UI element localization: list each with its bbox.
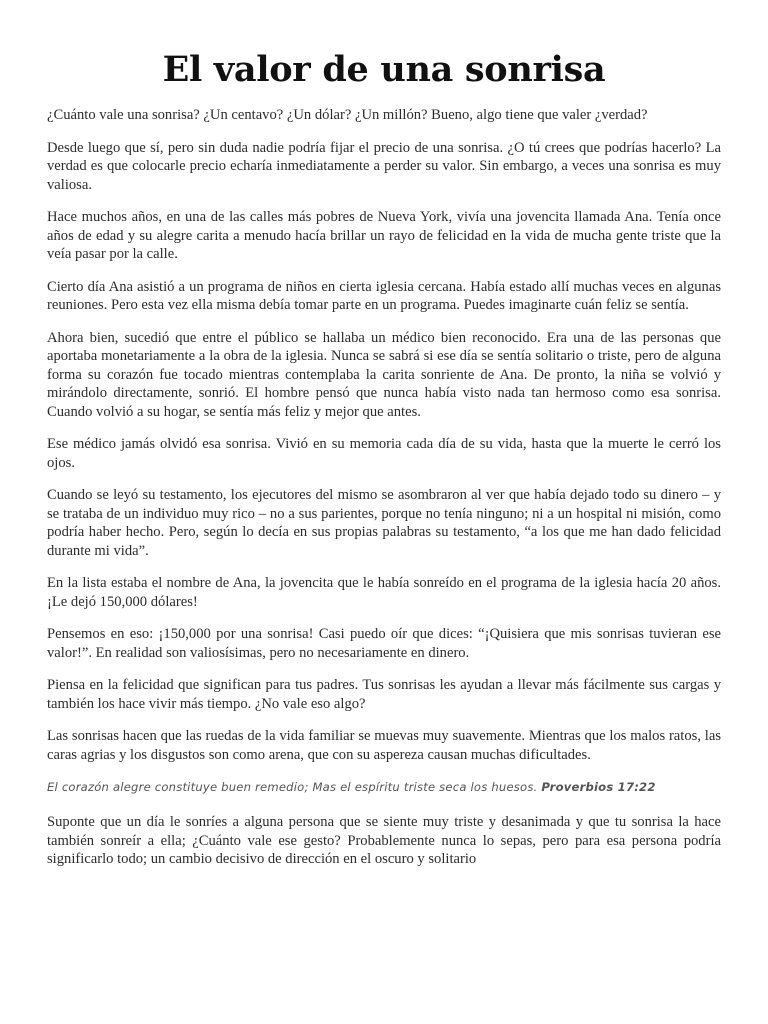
paragraph: Suponte que un día le sonríes a alguna persona que se siente muy triste y desanimada y que tu sonrisa la hace también sonreír a ella; ¿Cuánto vale ese gesto? Probablemente nunca lo sepas, pero para esa persona podría significarlo todo; un cambio decisivo de dirección en el oscuro y solitario (47, 814, 721, 867)
paragraph: Ese médico jamás olvidó esa sonrisa. Vivió en su memoria cada día de su vida, hasta que la muerte le cerró los ojos. (47, 436, 721, 471)
paragraph: Piensa en la felicidad que significan para tus padres. Tus sonrisas les ayudan a llevar más fácilmente sus cargas y también los hace vivir más tiempo. ¿No vale eso algo? (47, 677, 721, 712)
paragraph: Ahora bien, sucedió que entre el público se hallaba un médico bien reconocido. Era una de las personas que aportaba monetariamente a la obra de la iglesia. Nunca se sabrá si ese día se sentía solitario o triste, pero de alguna forma su corazón fue tocado mientras contemplaba la carita sonriente de Ana. De pronto, la niña se volvió y mirándolo directamente, sonrió. El hombre pensó que nunca había visto nada tan hermoso como esa sonrisa. Cuando volvió a su hogar, se sentía más feliz y mejor que antes. (47, 329, 721, 420)
paragraph: Hace muchos años, en una de las calles más pobres de Nueva York, vivía una jovencita llamada Ana. Tenía once años de edad y su alegre carita a menudo hacía brillar un rayo de felicidad en la vida de mucha gente triste que la veía pasar por la calle. (47, 209, 721, 262)
page-title: El valor de una sonrisa (162, 49, 606, 90)
quote-text: El corazón alegre constituye buen remedio; Mas el espíritu triste seca los huesos. (47, 780, 538, 794)
paragraph: Cuando se leyó su testamento, los ejecutores del mismo se asombraron al ver que había dejado todo su dinero – y se trataba de un individuo muy rico – no a sus parientes, porque no tenía ninguno; ni a un hospital ni misión, como podría haber hecho. Pero, según lo decía en sus propias palabras su testamento, “a los que me han dado felicidad durante mi vida”. (47, 487, 721, 559)
paragraph: Cierto día Ana asistió a un programa de niños en cierta iglesia cercana. Había estado allí muchas veces en algunas reuniones. Pero esta vez ella misma debía tomar parte en un programa. Puedes imaginarte cuán feliz se sentía. (47, 278, 721, 313)
document-page (47, 0, 721, 883)
paragraph: Desde luego que sí, pero sin duda nadie podría fijar el precio de una sonrisa. ¿O tú crees que podrías hacerlo? La verdad es que colocarle precio echaría inmediatamente a perder su valor. Sin embargo, a veces una sonrisa es muy valiosa. (47, 139, 721, 193)
paragraph: En la lista estaba el nombre de Ana, la jovencita que le había sonreído en el programa de la iglesia hacía 20 años. ¡Le dejó 150,000 dólares! (47, 575, 721, 610)
document-body (47, 106, 721, 869)
quote-reference: Proverbios 17:22 (541, 780, 656, 794)
paragraph: ¿Cuánto vale una sonrisa? ¿Un centavo? ¿Un dólar? ¿Un millón? Bueno, algo tiene que valer ¿verdad? (47, 107, 648, 123)
bible-quote (47, 778, 721, 797)
paragraph: Pensemos en eso: ¡150,000 por una sonrisa! Casi puedo oír que dices: “¡Quisiera que mis sonrisas tuvieran ese valor!”. En realidad son valiosísimas, pero no necesariamente en dinero. (47, 626, 721, 661)
paragraph: Las sonrisas hacen que las ruedas de la vida familiar se muevas muy suavemente. Mientras que los malos ratos, las caras agrias y los disgustos son como arena, que con su aspereza causan muchas dificultades. (47, 728, 721, 763)
